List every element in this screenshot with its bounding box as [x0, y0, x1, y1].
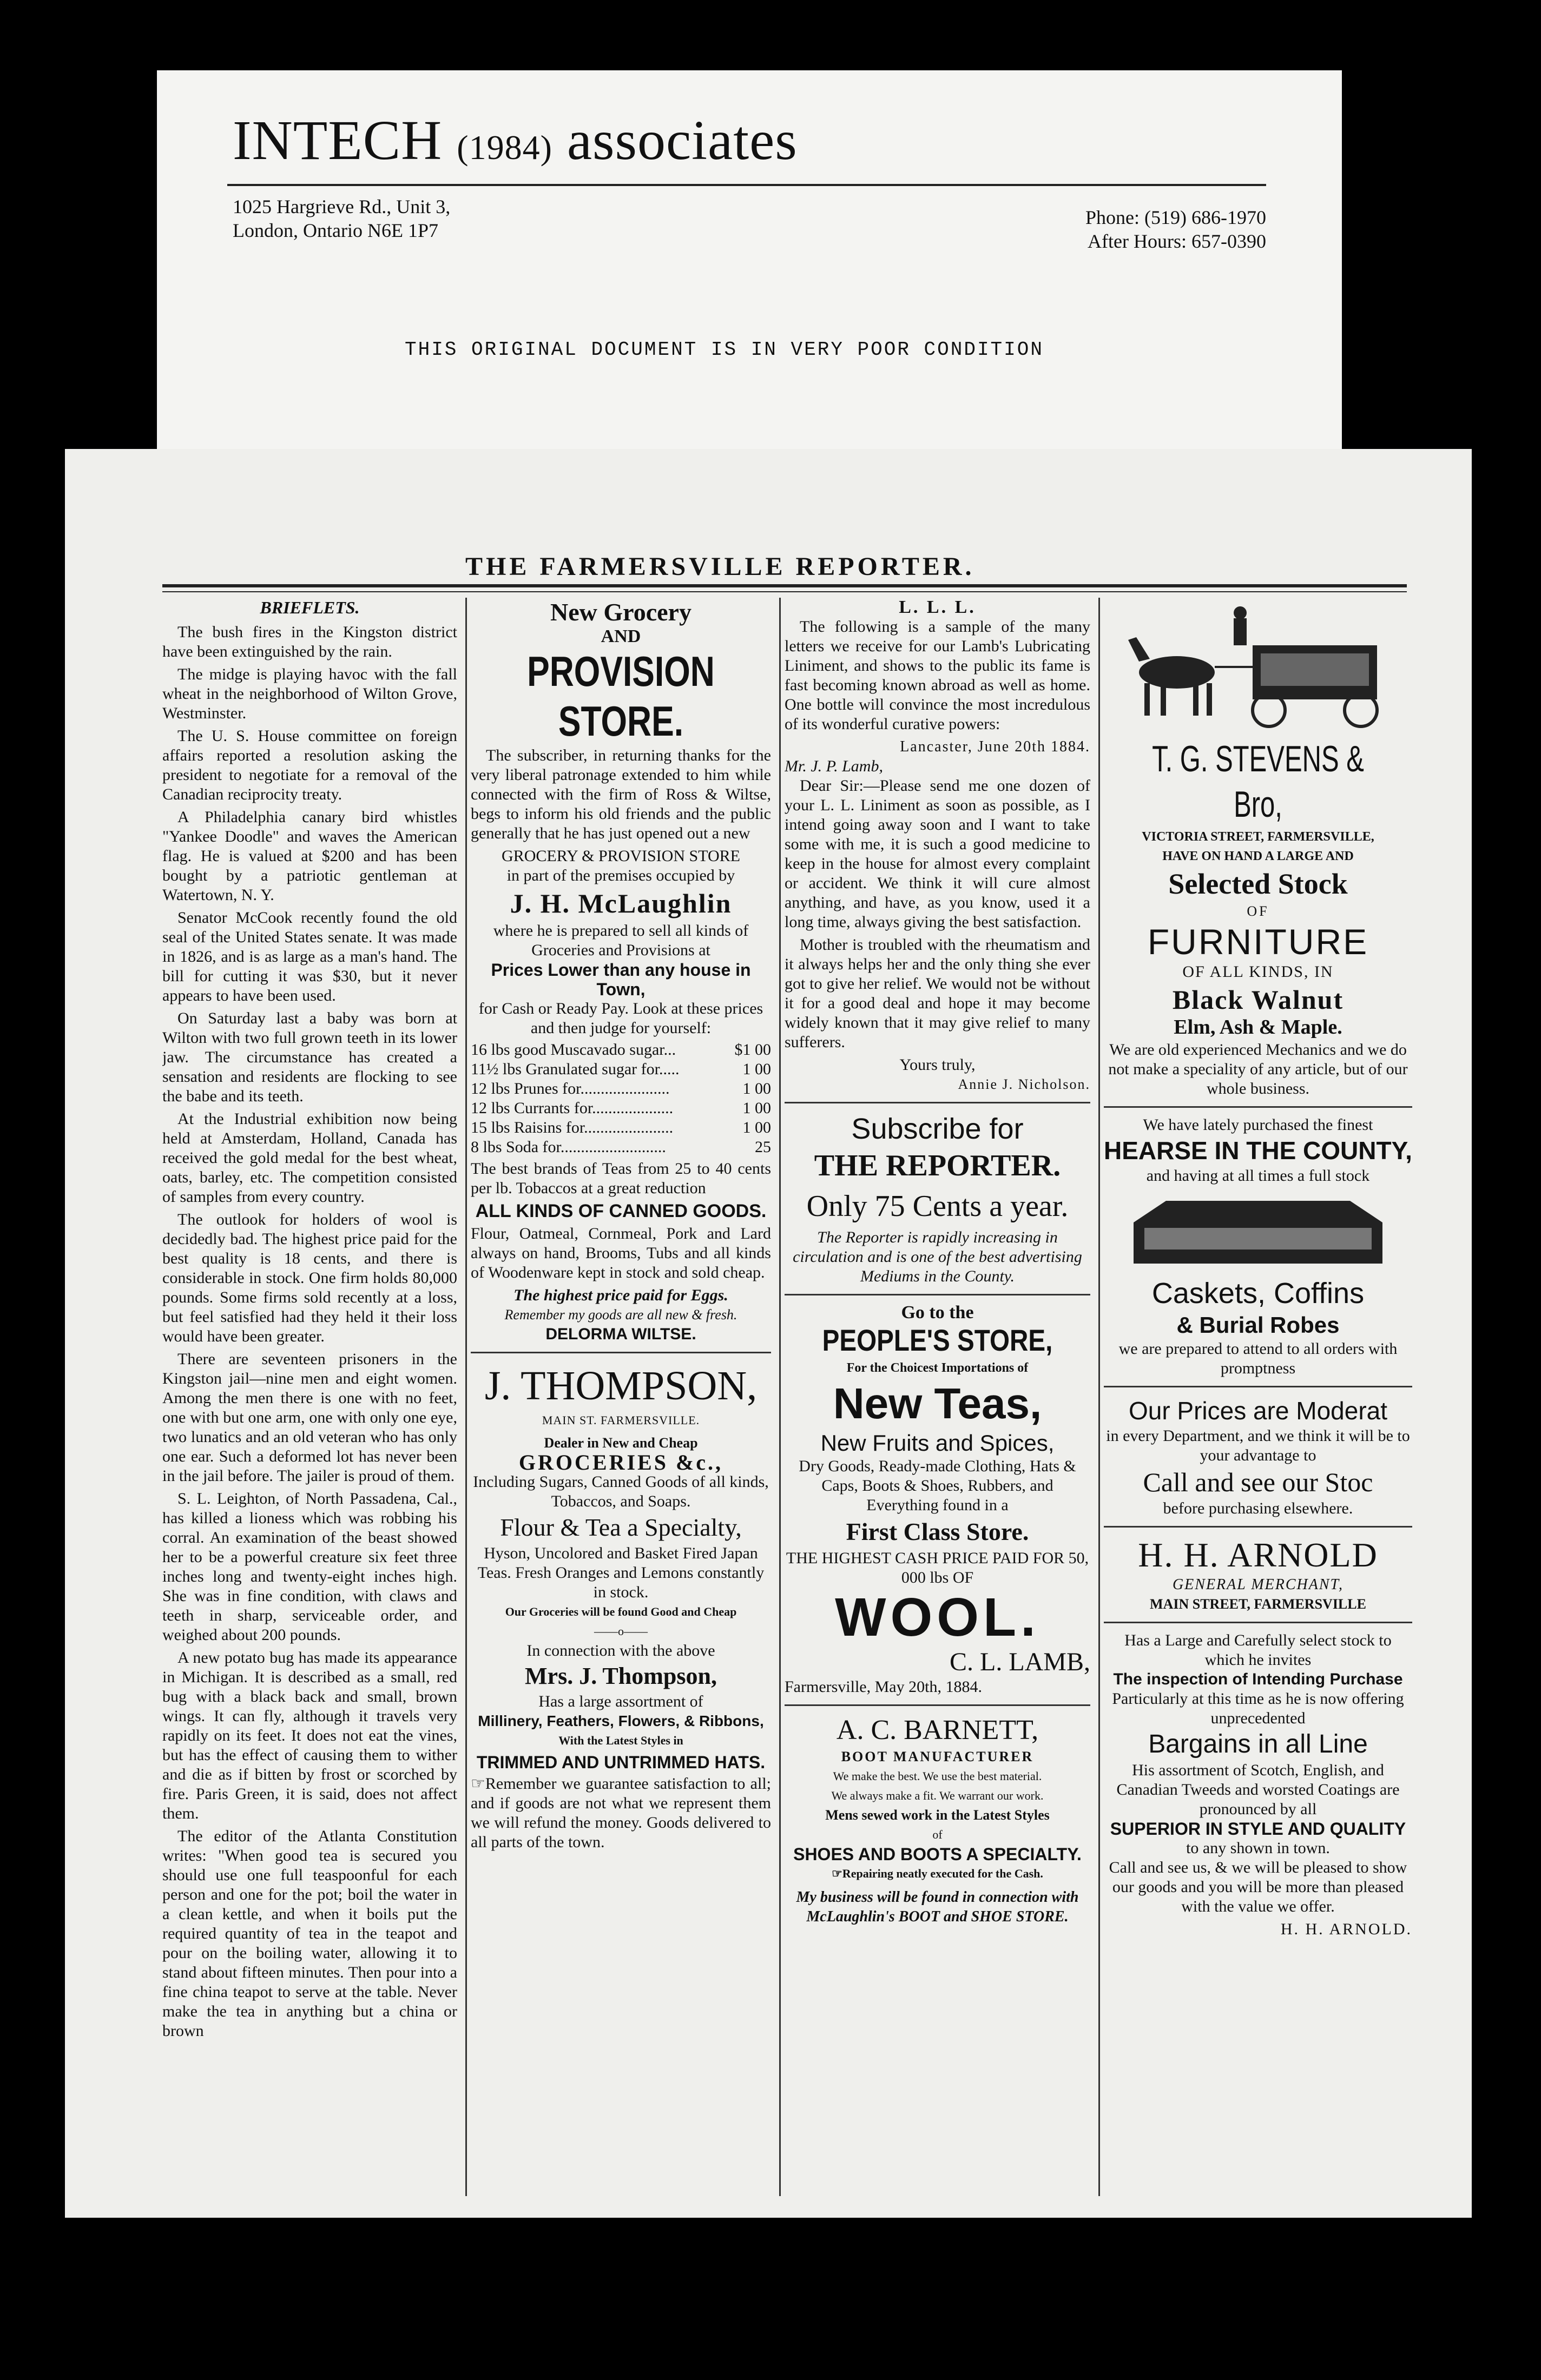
ad1-cash: for Cash or Ready Pay. Look at these prices and then judge for yourself:	[478, 1000, 763, 1037]
arnold-particularly: Particularly at this time as he is now offering unprecedented	[1112, 1690, 1404, 1727]
ad2-mrs: Mrs. J. Thompson,	[525, 1663, 717, 1689]
price-item: 15 lbs Raisins for......................	[471, 1119, 674, 1136]
stevens-dept: in every Department, and we think it will be to your advantage to	[1106, 1427, 1410, 1464]
price-list	[471, 1040, 771, 1157]
brieflet-paragraph: A Philadelphia canary bird whistles "Yankee Doodle" and waves the American flag. He is valued at $200 and has been bought by a patriotic gentleman at Watertown, N. Y.	[162, 808, 457, 904]
barnett-name: A. C. BARNETT,	[836, 1715, 1039, 1746]
people-store: PEOPLE'S STORE,	[822, 1323, 1053, 1357]
people-choicest: For the Choicest Importations of	[846, 1361, 1029, 1375]
ad2-groceries: GROCERIES &c.,	[518, 1450, 723, 1475]
price-row	[471, 1040, 771, 1060]
arnold-town: to any shown in town.	[1186, 1839, 1330, 1857]
price-row	[471, 1118, 771, 1138]
column-divider-3	[1098, 598, 1100, 2196]
arnold-bargains: Bargains in all Line	[1148, 1730, 1368, 1758]
ad1-line3: PROVISION STORE.	[527, 647, 715, 745]
stevens-of: OF	[1247, 903, 1269, 919]
ad1-body: The subscriber, in returning thanks for the very liberal patronage extended to him while connected with the firm of Ross & Wiltse, begs to inform his old friends and the public generally that he has just opened out a new	[471, 746, 771, 842]
arnold-signature: H. H. ARNOLD.	[1280, 1920, 1412, 1938]
lll-closing: Yours truly,	[899, 1056, 976, 1074]
ad2-name: J. THOMPSON,	[484, 1363, 758, 1409]
stevens-furniture: FURNITURE	[1147, 922, 1369, 962]
arnold-superior: SUPERIOR IN STYLE AND QUALITY	[1110, 1819, 1406, 1839]
brieflet-paragraph: At the Industrial exhibition now being held at Amsterdam, Holland, Canada has received the gold medal for the best wheat, oats, barley, etc. The competition consisted of samples from every country.	[162, 1110, 457, 1206]
arnold-call: Call and see us, & we will be pleased to show our goods and you will be more than pleased with the value we offer.	[1109, 1859, 1407, 1915]
brieflet-paragraph: A new potato bug has made its appearance in Michigan. It is described as a small, red bug with a black back and small, brown wings. It can fly, although it travels very rapidly on its feet. It does not eat the vines, but has the effect of causing them to wither and die as if bitten by frost or scorched by fire. Paris Green, it is said, does not affect them.	[162, 1649, 457, 1822]
barnett-repair: ☞Repairing neatly executed for the Cash.	[832, 1867, 1043, 1880]
barnett-of: of	[932, 1828, 943, 1841]
arnold-has: Has a Large and Carefully select stock to which he invites	[1124, 1631, 1392, 1669]
barnett-title: BOOT MANUFACTURER	[841, 1749, 1034, 1764]
ad1-teas: The best brands of Teas from 25 to 40 cents per lb. Tobaccos at a great reduction	[471, 1160, 771, 1197]
section-rule	[785, 1704, 1090, 1706]
people-lamb: C. L. LAMB,	[949, 1648, 1090, 1676]
brieflet-paragraph: The editor of the Atlanta Constitution writes: "When good tea is secured you should use one full teaspoonful for each person and one for the pot; boil the water in a clean kettle, and when it boils put the required quantity of tea in the teapot and pour on the boiling water, allowing it to stand about fifteen minutes. Then pour into a fine china teapot to serve at the table. Never make the tea in anything but a china or brown	[162, 1827, 457, 2040]
stevens-elm: Elm, Ash & Maple.	[1174, 1016, 1342, 1039]
ad1-eggs: The highest price paid for Eggs.	[513, 1286, 728, 1304]
column-stevens	[1104, 598, 1412, 2193]
brieflets-heading: BRIEFLETS.	[260, 598, 360, 617]
price-value: 1 00	[742, 1099, 771, 1117]
people-date: Farmersville, May 20th, 1884.	[785, 1678, 982, 1696]
brieflet-paragraph: The midge is playing havoc with the fall wheat in the neighborhood of Wilton Grove, Westminster.	[162, 665, 457, 722]
stevens-before: before purchasing elsewhere.	[1163, 1499, 1353, 1517]
stevens-call: Call and see our Stoc	[1143, 1467, 1373, 1497]
ad1-line2: AND	[601, 626, 641, 646]
lll-intro: The following is a sample of the many letters we receive for our Lamb's Lubricating Liniment, and shows to the public its fame is fast becoming known abroad as well as home. One bottle will convince the most incredulous of its wonderful curative powers:	[785, 618, 1090, 733]
ad2-millinery: Millinery, Feathers, Flowers, & Ribbons,	[478, 1713, 764, 1729]
ad2-hats: TRIMMED AND UNTRIMMED HATS.	[476, 1753, 766, 1772]
column-grocery	[471, 598, 771, 2193]
header-rule	[227, 184, 1266, 186]
phone-line1: Phone: (519) 686-1970	[1085, 207, 1266, 228]
brieflet-paragraph: The bush fires in the Kingston district have been extinguished by the rain.	[162, 623, 457, 660]
sub-note: The Reporter is rapidly increasing in circulation and is one of the best advertising Mediums in the County.	[793, 1228, 1082, 1285]
section-rule	[1104, 1106, 1412, 1108]
arnold-name: H. H. ARNOLD	[1138, 1536, 1378, 1574]
stevens-attend: we are prepared to attend to all orders with promptness	[1118, 1340, 1398, 1377]
people-wool: WOOL.	[835, 1587, 1040, 1648]
price-item: 8 lbs Soda for..........................	[471, 1138, 666, 1156]
section-rule	[1104, 1526, 1412, 1528]
price-value: 1 00	[742, 1119, 771, 1136]
section-rule	[1104, 1386, 1412, 1387]
lll-letter: Dear Sir:—Please send me one dozen of your L. L. Liniment as soon as possible, as I intend going away soon and I want to take some with me, it is such a good medicine to keep in the house for almost every complaint or accident. We think it will cure almost anything, and have, as you know, used it a long time, always giving the best satisfaction.	[785, 777, 1090, 931]
address-line1: 1025 Hargrieve Rd., Unit 3,	[233, 196, 451, 217]
section-rule	[785, 1102, 1090, 1103]
ad1-remember: Remember my goods are all new & fresh.	[504, 1307, 737, 1323]
ad2-good-cheap: Our Groceries will be found Good and Cheap	[505, 1605, 737, 1618]
stevens-walnut: Black Walnut	[1172, 984, 1344, 1015]
ad2-ornament: ——o——	[594, 1624, 648, 1638]
stevens-have: HAVE ON HAND A LARGE AND	[1162, 849, 1354, 863]
ad2-remember: ☞Remember we guarantee satisfaction to all; and if goods are not what we represent them we will refund the money. Goods delivered to all parts of the town.	[471, 1775, 771, 1851]
barnett-mens: Mens sewed work in the Latest Styles	[825, 1807, 1050, 1823]
lll-heading: L. L. L.	[899, 598, 976, 617]
ad1-line1: New Grocery	[550, 598, 692, 626]
barnett-found: My business will be found in connection with McLaughlin's BOOT and SHOE STORE.	[796, 1889, 1079, 1925]
sub-price: Only 75 Cents a year.	[806, 1189, 1069, 1223]
section-rule	[471, 1352, 771, 1353]
ad1-store: GROCERY & PROVISION STORE	[502, 847, 740, 865]
stevens-selected: Selected Stock	[1168, 868, 1348, 900]
people-dry: Dry Goods, Ready-made Clothing, Hats & Caps, Boots & Shoes, Rubbers, and Everything found in a	[799, 1457, 1076, 1514]
price-row	[471, 1079, 771, 1099]
brieflet-paragraph: On Saturday last a baby was born at Wilton with two full grown teeth in its lower jaw. The circumstance has created a sensation and residents are flocking to see the babe and its teeth.	[162, 1009, 457, 1105]
stevens-mech: We are old experienced Mechanics and we do not make a speciality of any article, but of our whole business.	[1108, 1041, 1408, 1098]
condition-notice: THIS ORIGINAL DOCUMENT IS IN VERY POOR CONDITION	[405, 339, 1044, 361]
stevens-prices: Our Prices are Moderat	[1128, 1397, 1388, 1425]
company-title	[233, 108, 798, 173]
arnold-scotch: His assortment of Scotch, English, and Canadian Tweeds and worsted Coatings are pronounced by all	[1116, 1761, 1400, 1818]
arnold-street: MAIN STREET, FARMERSVILLE	[1150, 1596, 1366, 1612]
brieflet-paragraph: There are seventeen prisoners in the Kingston jail—nine men and eight women. Among the men there is one with no feet, one with but one arm, one with only one eye, two lunatics and an old veteran who has only one ear. Such a deformed lot has never been in the jail before. The jailer is proud of them.	[162, 1350, 457, 1485]
stevens-street: VICTORIA STREET, FARMERSVILLE,	[1142, 830, 1374, 844]
section-rule	[785, 1294, 1090, 1295]
price-item: 16 lbs good Muscavado sugar...	[471, 1041, 676, 1059]
barnett-fit: We always make a fit. We warrant our work.	[831, 1789, 1044, 1802]
casket-icon	[1123, 1190, 1393, 1271]
company-phone	[1071, 206, 1266, 253]
barnett-make: We make the best. We use the best material.	[833, 1769, 1042, 1783]
ad2-street: MAIN ST. FARMERSVILLE.	[542, 1413, 700, 1427]
price-value: $1 00	[734, 1041, 771, 1059]
company-address	[233, 195, 450, 242]
ad1-prices: Prices Lower than any house in Town,	[491, 960, 751, 999]
stevens-caskets: Caskets, Coffins	[1151, 1277, 1365, 1310]
brieflet-paragraph: The outlook for holders of wool is decidedly bad. The highest price paid for the best quality is 18 cents, and there is considerable in stock. One firm holds 80,000 pounds. Some firms sold recently at a loss, but feel satisfied had they held it their loss would have been greater.	[162, 1211, 457, 1345]
company-tail: associates	[567, 109, 798, 171]
company-main: INTECH	[233, 109, 443, 171]
lll-salutation: Mr. J. P. Lamb,	[785, 757, 883, 775]
lll-dateline: Lancaster, June 20th 1884.	[900, 738, 1090, 755]
people-teas: New Teas,	[833, 1379, 1042, 1427]
ad2-latest: With the Latest Styles in	[558, 1734, 683, 1747]
ad1-signature: DELORMA WILTSE.	[545, 1325, 696, 1343]
price-item: 11½ lbs Granulated sugar for.....	[471, 1060, 680, 1078]
company-year: (1984)	[457, 128, 552, 167]
stevens-stock: and having at all times a full stock	[1146, 1167, 1370, 1185]
stevens-allkinds: OF ALL KINDS, IN	[1182, 963, 1334, 981]
price-item: 12 lbs Prunes for......................	[471, 1080, 670, 1098]
masthead-rule-thin	[162, 591, 1407, 592]
people-fruits: New Fruits and Spices,	[820, 1430, 1055, 1456]
arnold-title: GENERAL MERCHANT,	[1172, 1576, 1344, 1593]
price-item: 12 lbs Currants for....................	[471, 1099, 674, 1117]
price-row	[471, 1060, 771, 1079]
people-cash: THE HIGHEST CASH PRICE PAID FOR 50, 000 lbs OF	[786, 1549, 1089, 1586]
ad1-flour: Flour, Oatmeal, Cornmeal, Pork and Lard always on hand, Brooms, Tubs and all kinds of Woodenware kept in stock and sold cheap.	[471, 1225, 771, 1281]
ad2-including: Including Sugars, Canned Goods of all kinds, Tobaccos, and Soaps.	[473, 1473, 769, 1510]
price-value: 1 00	[742, 1080, 771, 1098]
brieflet-paragraph: The U. S. House committee on foreign affairs reported a resolution asking the president to negotiate for a removal of the Canadian reciprocity treaty.	[162, 727, 457, 803]
column-brieflets	[162, 598, 457, 2193]
ad1-canned: ALL KINDS OF CANNED GOODS.	[475, 1201, 767, 1221]
masthead: THE FARMERSVILLE REPORTER.	[465, 552, 975, 581]
ad2-flour-tea: Flour & Tea a Specialty,	[500, 1513, 742, 1541]
price-value: 25	[755, 1138, 771, 1156]
ad2-dealer: Dealer in New and Cheap	[544, 1435, 698, 1451]
price-row	[471, 1138, 771, 1157]
masthead-rule	[162, 584, 1407, 587]
stevens-robes: & Burial Robes	[1176, 1312, 1340, 1338]
ad2-hyson: Hyson, Uncolored and Basket Fired Japan Teas. Fresh Oranges and Lemons constantly in stock.	[477, 1544, 765, 1601]
barnett-shoes: SHOES AND BOOTS A SPECIALTY.	[793, 1844, 1082, 1864]
people-goto: Go to the	[901, 1303, 974, 1323]
sub-line2: THE REPORTER.	[814, 1149, 1061, 1182]
stevens-purchased: We have lately purchased the finest	[1143, 1116, 1373, 1134]
ad1-premises: in part of the premises occupied by	[506, 867, 735, 884]
ad1-name: J. H. McLaughlin	[510, 888, 732, 918]
stevens-name: T. G. STEVENS & Bro,	[1152, 738, 1364, 825]
price-value: 1 00	[742, 1060, 771, 1078]
ad2-assortment: Has a large assortment of	[538, 1693, 703, 1710]
sub-line1: Subscribe for	[851, 1113, 1024, 1145]
column-lamb	[785, 598, 1090, 2193]
lll-letter2: Mother is troubled with the rheumatism and it always helps her and the only thing she ever got to give her relief. We would not be without it for a good deal and hope it may become widely known that it may give relief to many sufferers.	[785, 936, 1090, 1051]
ad2-connection: In connection with the above	[526, 1642, 715, 1660]
brieflet-paragraph: S. L. Leighton, of North Passadena, Cal., has killed a lioness which was robbing his corral. An examination of the beast showed her to be a powerful creature six feet three inches long and twenty-eight inches high. She was in fine condition, with claws and teeth in sharp, serviceable order, and weighed about 200 pounds.	[162, 1490, 457, 1644]
brieflet-paragraph: Senator McCook recently found the old seal of the United States senate. It was made in 1826, and is as large as a man's hand. The bill for cutting it was $30, but it never appears to have been used.	[162, 909, 457, 1004]
phone-line2: After Hours: 657-0390	[1088, 230, 1266, 252]
column-divider-2	[779, 598, 781, 2196]
stevens-hearse: HEARSE IN THE COUNTY,	[1104, 1136, 1412, 1165]
address-line2: London, Ontario N6E 1P7	[233, 220, 438, 241]
column-divider-1	[465, 598, 467, 2196]
ad1-where: where he is prepared to sell all kinds of Groceries and Provisions at	[493, 922, 749, 959]
section-rule	[1104, 1622, 1412, 1623]
price-row	[471, 1099, 771, 1118]
lll-signer: Annie J. Nicholson.	[958, 1076, 1090, 1092]
arnold-inspection: The inspection of Intending Purchase	[1113, 1670, 1403, 1688]
horse-hearse-icon	[1117, 602, 1399, 732]
people-first: First Class Store.	[846, 1518, 1029, 1545]
